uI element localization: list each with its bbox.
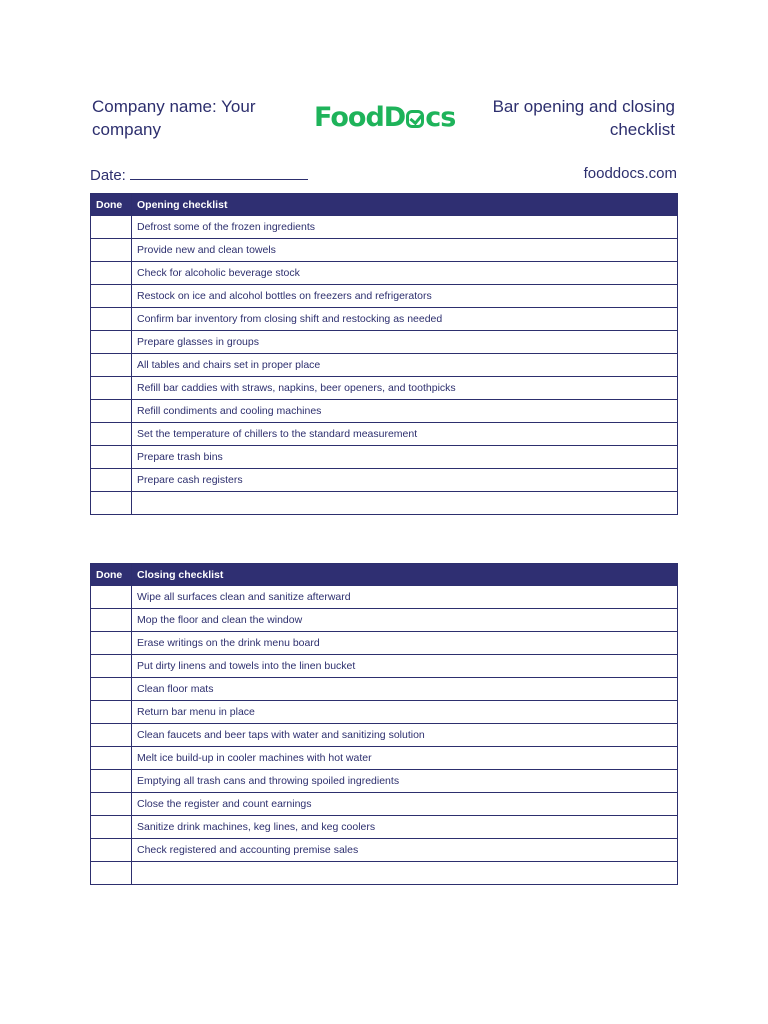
checklist-item: Check registered and accounting premise sales bbox=[132, 839, 678, 862]
logo-text-d: D bbox=[383, 101, 406, 133]
table-row bbox=[91, 586, 678, 609]
opening-checklist-header: Opening checklist bbox=[132, 194, 678, 216]
done-checkbox-cell[interactable] bbox=[91, 839, 132, 862]
logo-text-food: Food bbox=[314, 101, 384, 133]
checklist-item: Confirm bar inventory from closing shift and restocking as needed bbox=[132, 308, 678, 331]
table-row bbox=[91, 609, 678, 632]
checklist-item: Wipe all surfaces clean and sanitize afterward bbox=[132, 586, 678, 609]
done-checkbox-cell[interactable] bbox=[91, 747, 132, 770]
done-checkbox-cell[interactable] bbox=[91, 446, 132, 469]
checklist-item: Refill condiments and cooling machines bbox=[132, 400, 678, 423]
checklist-item: Prepare trash bins bbox=[132, 446, 678, 469]
checklist-item: All tables and chairs set in proper place bbox=[132, 354, 678, 377]
fooddocs-logo bbox=[314, 100, 455, 134]
done-checkbox-cell[interactable] bbox=[91, 285, 132, 308]
done-checkbox-cell[interactable] bbox=[91, 239, 132, 262]
table-row bbox=[91, 862, 678, 885]
table-row bbox=[91, 354, 678, 377]
table-row bbox=[91, 678, 678, 701]
done-checkbox-cell[interactable] bbox=[91, 377, 132, 400]
closing-checklist-header: Closing checklist bbox=[132, 564, 678, 586]
checklist-item: Return bar menu in place bbox=[132, 701, 678, 724]
document-title: Bar opening and closing checklist bbox=[492, 97, 675, 139]
website-link[interactable]: fooddocs.com bbox=[583, 165, 677, 182]
checklist-item: Refill bar caddies with straws, napkins, beer openers, and toothpicks bbox=[132, 377, 678, 400]
done-checkbox-cell[interactable] bbox=[91, 816, 132, 839]
table-row bbox=[91, 331, 678, 354]
company-name: Company name: Your company bbox=[92, 97, 256, 139]
done-checkbox-cell[interactable] bbox=[91, 400, 132, 423]
done-checkbox-cell[interactable] bbox=[91, 770, 132, 793]
table-header-row bbox=[91, 194, 678, 216]
checklist-item: Clean floor mats bbox=[132, 678, 678, 701]
table-row bbox=[91, 816, 678, 839]
checklist-item: Prepare glasses in groups bbox=[132, 331, 678, 354]
done-checkbox-cell[interactable] bbox=[91, 469, 132, 492]
table-row bbox=[91, 308, 678, 331]
checklist-item bbox=[132, 862, 678, 885]
done-checkbox-cell[interactable] bbox=[91, 724, 132, 747]
checklist-item: Check for alcoholic beverage stock bbox=[132, 262, 678, 285]
date-row bbox=[90, 165, 308, 184]
done-column-header: Done bbox=[91, 194, 132, 216]
check-icon bbox=[406, 110, 424, 128]
table-row bbox=[91, 446, 678, 469]
date-field[interactable] bbox=[130, 165, 308, 180]
done-checkbox-cell[interactable] bbox=[91, 492, 132, 515]
closing-checklist-table bbox=[90, 563, 678, 885]
date-label: Date: bbox=[90, 167, 126, 184]
table-row bbox=[91, 770, 678, 793]
table-row bbox=[91, 285, 678, 308]
table-row bbox=[91, 216, 678, 239]
done-checkbox-cell[interactable] bbox=[91, 423, 132, 446]
checklist-item: Clean faucets and beer taps with water and sanitizing solution bbox=[132, 724, 678, 747]
opening-checklist-table bbox=[90, 193, 678, 515]
table-row bbox=[91, 724, 678, 747]
done-checkbox-cell[interactable] bbox=[91, 632, 132, 655]
table-header-row bbox=[91, 564, 678, 586]
logo-text-cs: cs bbox=[425, 101, 456, 133]
checklist-item: Put dirty linens and towels into the linen bucket bbox=[132, 655, 678, 678]
done-checkbox-cell[interactable] bbox=[91, 354, 132, 377]
table-row bbox=[91, 747, 678, 770]
table-row bbox=[91, 701, 678, 724]
table-row bbox=[91, 469, 678, 492]
checklist-item: Provide new and clean towels bbox=[132, 239, 678, 262]
done-column-header: Done bbox=[91, 564, 132, 586]
checklist-item: Close the register and count earnings bbox=[132, 793, 678, 816]
done-checkbox-cell[interactable] bbox=[91, 586, 132, 609]
done-checkbox-cell[interactable] bbox=[91, 678, 132, 701]
table-row bbox=[91, 655, 678, 678]
checklist-item: Erase writings on the drink menu board bbox=[132, 632, 678, 655]
done-checkbox-cell[interactable] bbox=[91, 308, 132, 331]
table-row bbox=[91, 632, 678, 655]
done-checkbox-cell[interactable] bbox=[91, 216, 132, 239]
table-row bbox=[91, 400, 678, 423]
checklist-item: Prepare cash registers bbox=[132, 469, 678, 492]
checklist-item: Restock on ice and alcohol bottles on freezers and refrigerators bbox=[132, 285, 678, 308]
checklist-item: Defrost some of the frozen ingredients bbox=[132, 216, 678, 239]
done-checkbox-cell[interactable] bbox=[91, 609, 132, 632]
checklist-item: Mop the floor and clean the window bbox=[132, 609, 678, 632]
checklist-item: Emptying all trash cans and throwing spoiled ingredients bbox=[132, 770, 678, 793]
done-checkbox-cell[interactable] bbox=[91, 331, 132, 354]
checklist-item: Set the temperature of chillers to the standard measurement bbox=[132, 423, 678, 446]
checklist-item: Sanitize drink machines, keg lines, and keg coolers bbox=[132, 816, 678, 839]
done-checkbox-cell[interactable] bbox=[91, 793, 132, 816]
table-row bbox=[91, 492, 678, 515]
done-checkbox-cell[interactable] bbox=[91, 655, 132, 678]
done-checkbox-cell[interactable] bbox=[91, 862, 132, 885]
table-row bbox=[91, 839, 678, 862]
checklist-item: Melt ice build-up in cooler machines with hot water bbox=[132, 747, 678, 770]
table-row bbox=[91, 239, 678, 262]
table-row bbox=[91, 262, 678, 285]
table-row bbox=[91, 377, 678, 400]
table-row bbox=[91, 793, 678, 816]
table-row bbox=[91, 423, 678, 446]
done-checkbox-cell[interactable] bbox=[91, 701, 132, 724]
done-checkbox-cell[interactable] bbox=[91, 262, 132, 285]
checklist-item bbox=[132, 492, 678, 515]
